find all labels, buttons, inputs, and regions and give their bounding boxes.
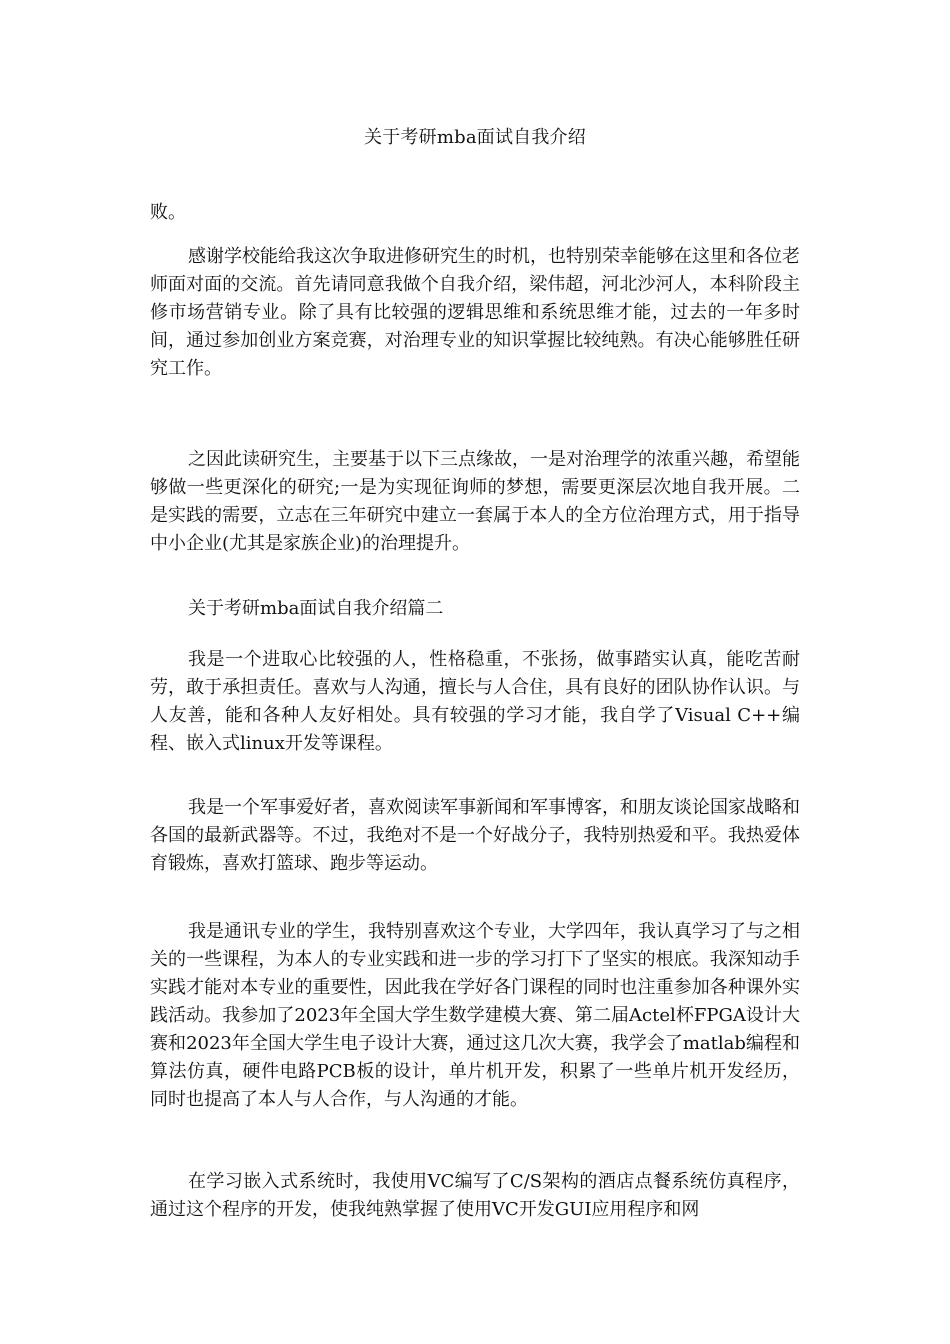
paragraph-major: 我是通讯专业的学生，我特别喜欢这个专业，大学四年，我认真学习了与之相关的一些课程，为本人的专业实践和进一步的学习打下了坚实的根底。我深知动手实践才能对本专业的重要性，因此我在学好各门课程的同时也注重参加各种课外实践活动。我参加了2023年全国大学生数学建模大赛、第二届Actel杯FPGA设计大赛和2023年全国大学生电子设计大赛，通过这几次大赛，我学会了matlab编程和算法仿真，硬件电路PCB板的设计，单片机开发，积累了一些单片机开发经历，同时也提高了本人与人合作，与人沟通的才能。 [150, 921, 800, 1110]
paragraph-intro: 感谢学校能给我这次争取进修研究生的时机，也特别荣幸能够在这里和各位老师面对面的交流。首先请同意我做个自我介绍，梁伟超，河北沙河人，本科阶段主修市场营销专业。除了具有比较强的逻辑思维和系统思维才能，过去的一年多时间，通过参加创业方案竞赛，对治理专业的知识掌握比较纯熟。有决心能够胜任研究工作。 [150, 246, 800, 379]
paragraph-personality: 我是一个进取心比较强的人，性格稳重，不张扬，做事踏实认真，能吃苦耐劳，敢于承担责任。喜欢与人沟通，擅长与人合住，具有良好的团队协作认识。与人友善，能和各种人友好相处。具有较强的学习才能，我自学了Visual C++编程、嵌入式linux开发等课程。 [150, 649, 800, 754]
continuation-fragment: 败。 [150, 202, 186, 223]
section-heading: 关于考研mba面试自我介绍篇二 [188, 598, 444, 619]
paragraph-embedded: 在学习嵌入式系统时，我使用VC编写了C/S架构的酒店点餐系统仿真程序，通过这个程序的开发，使我纯熟掌握了使用VC开发GUI应用程序和网 [150, 1171, 800, 1220]
document-title: 关于考研mba面试自我介绍 [364, 127, 586, 148]
paragraph-reasons: 之因此读研究生，主要基于以下三点缘故，一是对治理学的浓重兴趣，希望能够做一些更深化的研究;一是为实现征询师的梦想，需要更深层次地自我开展。二是实践的需要，立志在三年研究中建立一套属于本人的全方位治理方式，用于指导中小企业(尤其是家族企业)的治理提升。 [150, 449, 800, 554]
paragraph-hobbies: 我是一个军事爱好者，喜欢阅读军事新闻和军事博客，和朋友谈论国家战略和各国的最新武器等。不过，我绝对不是一个好战分子，我特别热爱和平。我热爱体育锻炼，喜欢打篮球、跑步等运动。 [150, 797, 800, 874]
